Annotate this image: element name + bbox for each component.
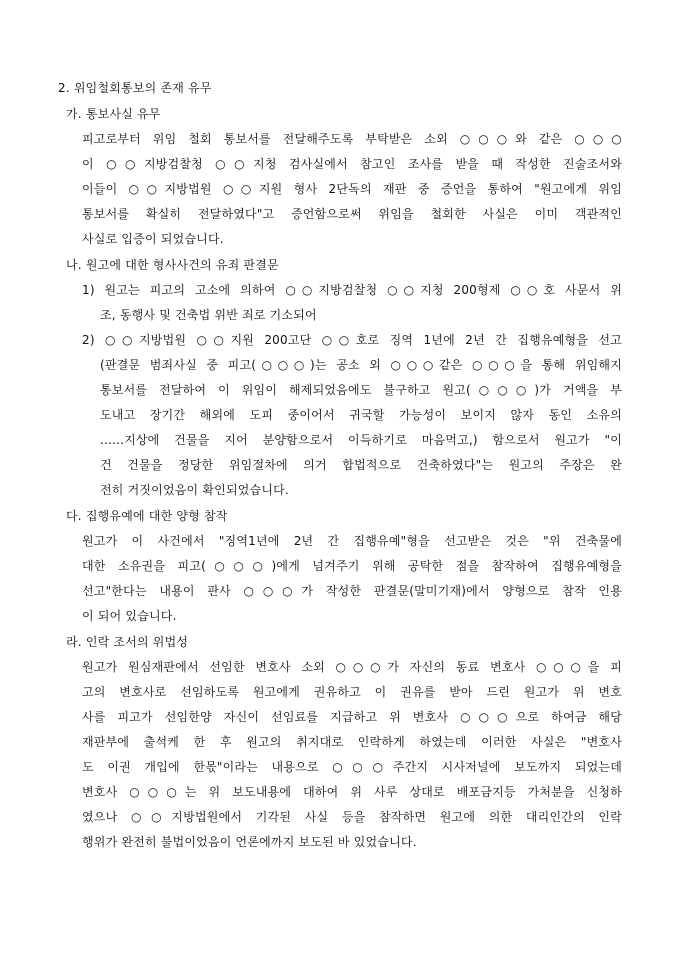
list-item-line: 도내고 장기간 해외에 도피 중이어서 귀국할 가능성이 보이지 않자 동인 소유의 [100, 408, 622, 422]
paragraph-line: 원고가 원심재판에서 선임한 변호사 소외 ○○○가 자신의 동료 변호사 ○○○을 피 [82, 660, 622, 674]
paragraph-line: 선고"한다는 내용이 판사 ○○○가 작성한 판결문(말미기재)에서 양형으로 참작 인용 [82, 584, 622, 598]
paragraph-line: 원고가 이 사건에서 "징역1년에 2년 간 집행유예"형을 선고받은 것은 "위 건축물에 [82, 534, 622, 548]
paragraph-line: 이 되어 있습니다. [82, 609, 177, 623]
paragraph-line: 행위가 완전히 불법이었음이 언론에까지 보도된 바 있었습니다. [82, 835, 417, 849]
paragraph-line: 사실로 입증이 되었습니다. [82, 232, 224, 246]
paragraph-line: 였으나 ○○지방법원에서 기각된 사실 등을 참작하면 원고에 의한 대리인간의 인락 [82, 810, 622, 824]
list-item-line: (판결문 범죄사실 중 피고(○○○)는 공소 외 ○○○같은 ○○○을 통해 위임해지 [100, 358, 622, 372]
paragraph-line: 대한 소유권을 피고(○○○)에게 넘겨주기 위해 공탁한 점을 참작하여 집행유예형을 [82, 559, 622, 573]
section-title: 2. 위임철회통보의 존재 유무 [58, 81, 212, 95]
subsection-heading-b: 나. 원고에 대한 형사사건의 유죄 판결문 [66, 258, 279, 272]
list-item-line: 조, 동행사 및 건축법 위반 죄로 기소되어 [100, 308, 317, 322]
paragraph-line: 사를 피고가 선임한양 자신이 선임료를 지급하고 위 변호사 ○○○으로 하여금 해당 [82, 710, 622, 724]
subsection-heading-d: 라. 인락 조서의 위법성 [66, 635, 189, 649]
paragraph-line: 이들이 ○○지방법원 ○○지원 형사 2단독의 재판 중 증언을 통하여 "원고에게 위임 [82, 182, 622, 196]
paragraph-line: 변호사 ○○○는 위 보도내용에 대하여 위 사루 상대로 배포금지등 가처분을 신청하 [82, 785, 622, 799]
subsection-heading-a: 가. 통보사실 유무 [66, 107, 161, 121]
list-item-line: 1) 원고는 피고의 고소에 의하여 ○○지방검찰청 ○○지청 200형제 ○○호 사문서 위 [82, 283, 622, 297]
list-item-line: 2) ○○지방법원 ○○지원 200고단 ○○호로 징역 1년에 2년 간 집행유예형을 선고 [82, 333, 622, 347]
list-item-line: ......지상에 건물을 지어 분양함으로서 이득하기로 마음먹고,) 함으로서 원고가 "이 [100, 433, 622, 447]
paragraph-line: 이 ○○지방검찰청 ○○지청 검사실에서 참고인 조사를 받을 때 작성한 진술조서와 [82, 157, 622, 171]
list-item-line: 통보서를 전달하여 이 위임이 해제되었음에도 불구하고 원고(○○○)가 거액을 부 [100, 383, 622, 397]
list-item-line: 건 건물을 정당한 위임절차에 의거 합법적으로 건축하였다"는 원고의 주장은 완 [100, 458, 622, 472]
subsection-heading-c: 다. 집행유예에 대한 양형 참작 [66, 509, 228, 523]
paragraph-line: 통보서를 확실히 전달하였다"고 증언함으로써 위임을 철회한 사실은 이미 객관적인 [82, 207, 622, 221]
paragraph-line: 도 이권 개입에 한몫"이라는 내용으로 ○○○주간지 시사저널에 보도까지 되었는데 [82, 760, 622, 774]
paragraph-line: 피고로부터 위임 철회 통보서를 전달해주도록 부탁받은 소외 ○○○와 같은 ○○○ [82, 132, 622, 146]
paragraph-line: 재판부에 출석케 한 후 원고의 취지대로 인락하게 하였는데 이러한 사실은 "변호사 [82, 735, 622, 749]
paragraph-line: 고의 변호사로 선임하도록 원고에게 권유하고 이 권유를 받아 드린 원고가 위 변호 [82, 685, 622, 699]
list-item-line: 전히 거짓이었음이 확인되었습니다. [100, 483, 289, 497]
